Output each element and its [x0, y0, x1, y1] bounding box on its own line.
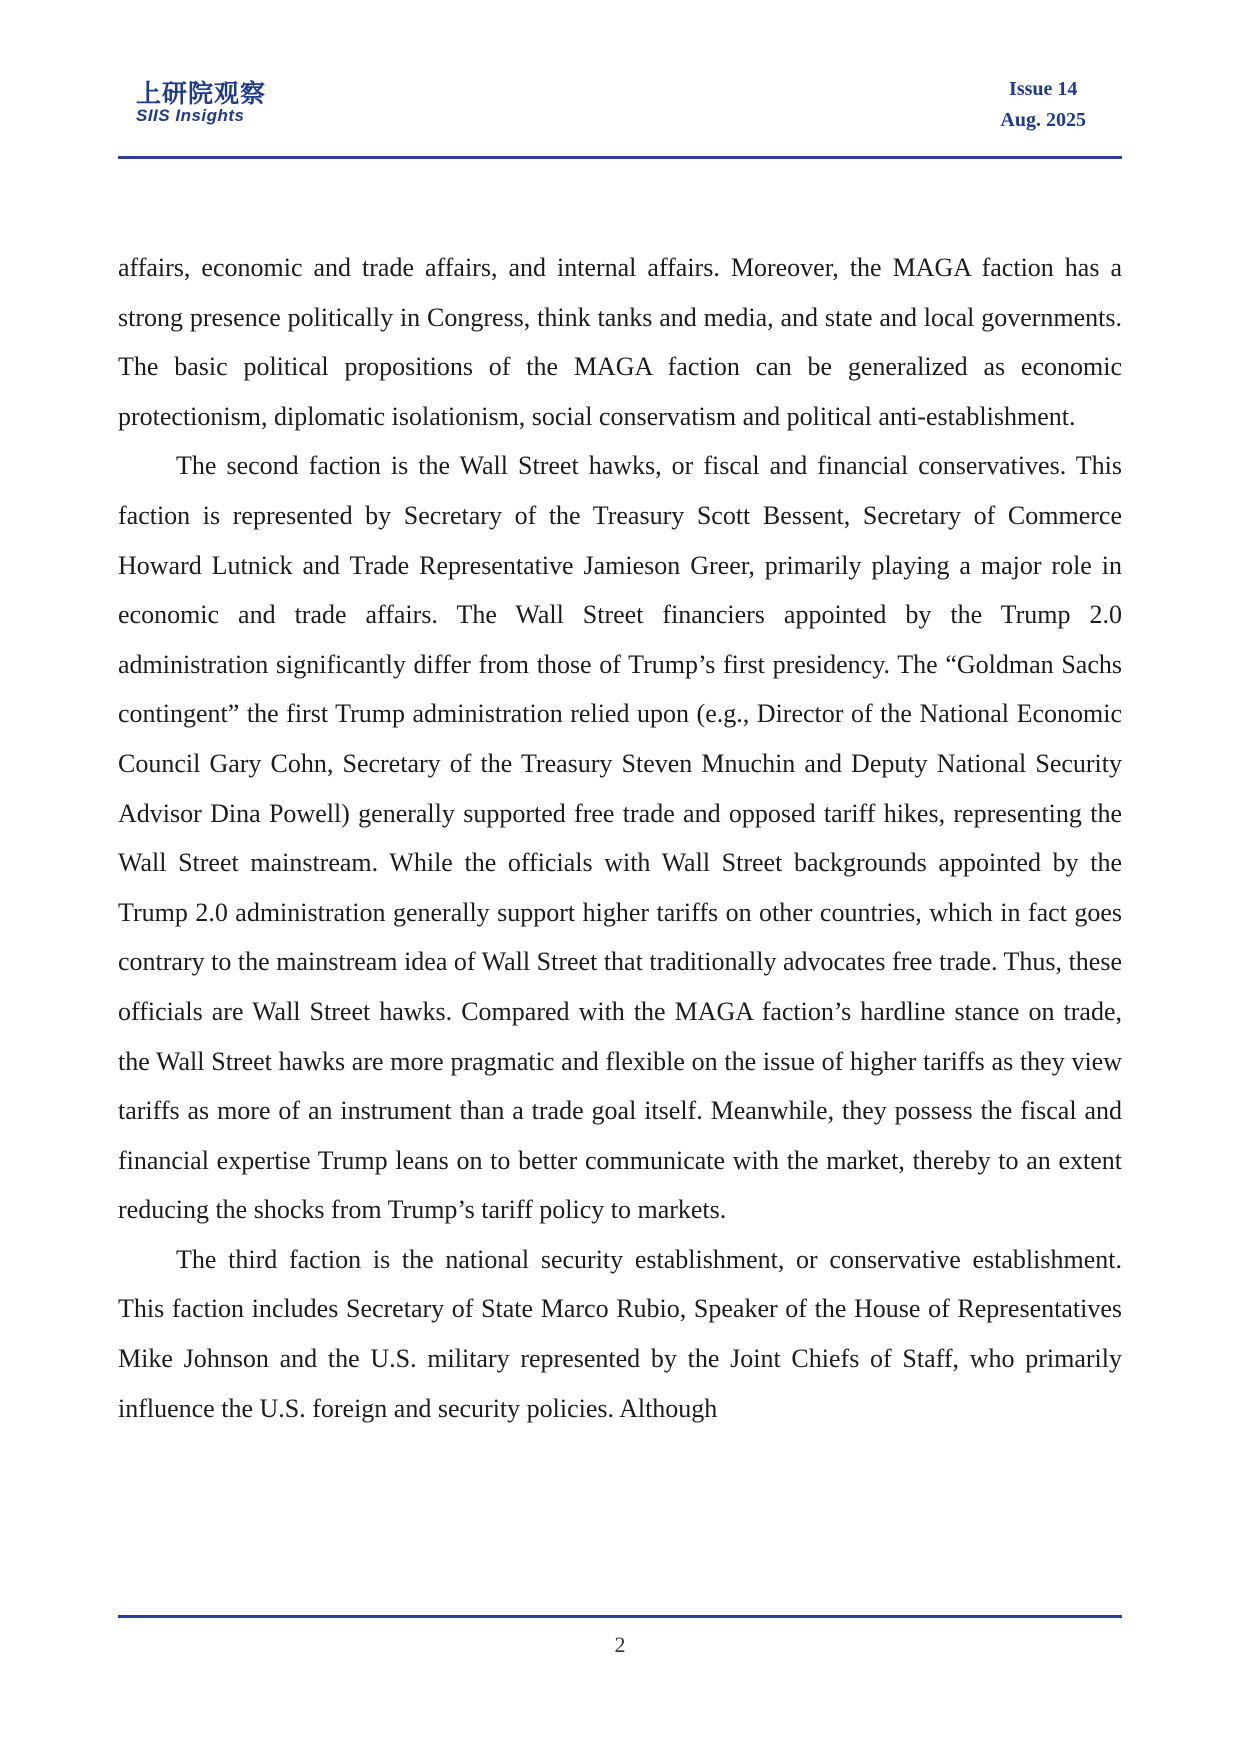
issue-number: Issue 14: [1009, 78, 1078, 100]
issue-date: Aug. 2025: [1000, 109, 1086, 131]
logo-english: SIIS Insights: [136, 106, 245, 125]
logo-chinese: 上研院观察: [136, 79, 267, 108]
article-body: [118, 243, 1122, 1433]
footer-divider: [118, 1615, 1122, 1618]
paragraph-2: The second faction is the Wall Street hawks, or fiscal and financial conservatives. This faction is represented by Secretary of the Treasury Scott Bessent, Secretary of Commerce Howard Lutnick and Trade Representative Jamieson Greer, primarily playing a major role in economic and trade affairs. The Wall Street financiers appointed by the Trump 2.0 administration significantly differ from those of Trump’s first presidency. The “Goldman Sachs contingent” the first Trump administration relied upon (e.g., Director of the National Economic Council Gary Cohn, Secretary of the Treasury Steven Mnuchin and Deputy National Security Advisor Dina Powell) generally supported free trade and opposed tariff hikes, representing the Wall Street mainstream. While the officials with Wall Street backgrounds appointed by the Trump 2.0 administration generally support higher tariffs on other countries, which in fact goes contrary to the mainstream idea of Wall Street that traditionally advocates free trade. Thus, these officials are Wall Street hawks. Compared with the MAGA faction’s hardline stance on trade, the Wall Street hawks are more pragmatic and flexible on the issue of higher tariffs as they view tariffs as more of an instrument than a trade goal itself. Meanwhile, they possess the fiscal and financial expertise Trump leans on to better communicate with the market, thereby to an extent reducing the shocks from Trump’s tariff policy to markets.: [118, 451, 1122, 1225]
page-header: [118, 72, 1122, 158]
paragraph-1: affairs, economic and trade affairs, and internal affairs. Moreover, the MAGA faction has a strong presence politically in Congress, think tanks and media, and state and local governments. The basic political propositions of the MAGA faction can be generalized as economic protectionism, diplomatic isolationism, social conservatism and political anti-establishment.: [118, 253, 1122, 431]
issue-info: [1000, 74, 1086, 136]
page-number: 2: [614, 1632, 626, 1657]
header-divider: [118, 156, 1122, 159]
paragraph-3: The third faction is the national security establishment, or conservative establishment. This faction includes Secretary of State Marco Rubio, Speaker of the House of Representatives Mike Johnson and the U.S. military represented by the Joint Chiefs of Staff, who primarily influence the U.S. foreign and security policies. Although: [118, 1244, 1122, 1423]
